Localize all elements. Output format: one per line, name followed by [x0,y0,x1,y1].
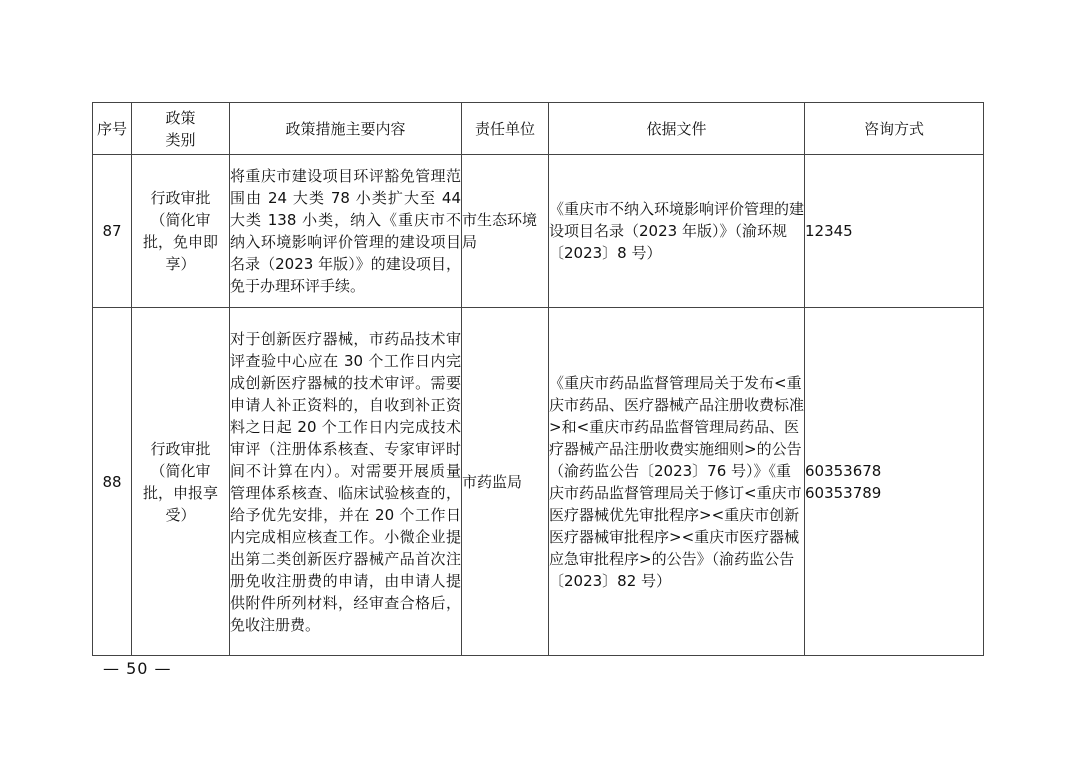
header-contact: 咨询方式 [805,103,984,155]
row-basis: 《重庆市不纳入环境影响评价管理的建设项目名录（2023 年版）》（渝环规〔2023〕8 号） [549,155,805,308]
row-seq: 88 [93,308,132,656]
row-unit: 市生态环境局 [462,155,549,308]
table-row [93,155,984,308]
row-seq: 87 [93,155,132,308]
header-unit: 责任单位 [462,103,549,155]
row-category: 行政审批 （简化审 批，申报享 受） [132,308,230,656]
table-row [93,308,984,656]
row-content: 将重庆市建设项目环评豁免管理范围由 24 大类 78 小类扩大至 44 大类 138 小类，纳入《重庆市不纳入环境影响评价管理的建设项目名录（2023 年版）》的建设项目，免于办理环评手续。 [230,155,462,308]
row-content: 对于创新医疗器械，市药品技术审评查验中心应在 30 个工作日内完成创新医疗器械的技术审评。需要申请人补正资料的，自收到补正资料之日起 20 个工作日内完成技术审评（注册体系核查、专家审评时间不计算在内）。对需要开展质量管理体系核查、临床试验核查的，给予优先安排，并在 20 个工作日内完成相应核查工作。小微企业提出第二类创新医疗器械产品首次注册免收注册费的申请，由申请人提供附件所列材料，经审查合格后，免收注册费。 [230,308,462,656]
header-row [93,103,984,155]
header-content: 政策措施主要内容 [230,103,462,155]
row-unit: 市药监局 [462,308,549,656]
row-basis: 《重庆市药品监督管理局关于发布<重庆市药品、医疗器械产品注册收费标准>和<重庆市药品监督管理局药品、医疗器械产品注册收费实施细则>的公告（渝药监公告〔2023〕76 号）》《重庆市药品监督管理局关于修订<重庆市医疗器械优先审批程序><重庆市创新医疗器械审批程序><重庆市医疗器械应急审批程序>的公告》（渝药监公告〔2023〕82 号） [549,308,805,656]
header-seq: 序号 [93,103,132,155]
policy-table [92,102,984,656]
header-basis: 依据文件 [549,103,805,155]
row-category: 行政审批 （简化审 批，免申即 享） [132,155,230,308]
row-contact: 12345 [805,155,984,308]
header-category: 政策 类别 [132,103,230,155]
page-number: — 50 — [103,659,172,678]
row-contact: 60353678 60353789 [805,308,984,656]
